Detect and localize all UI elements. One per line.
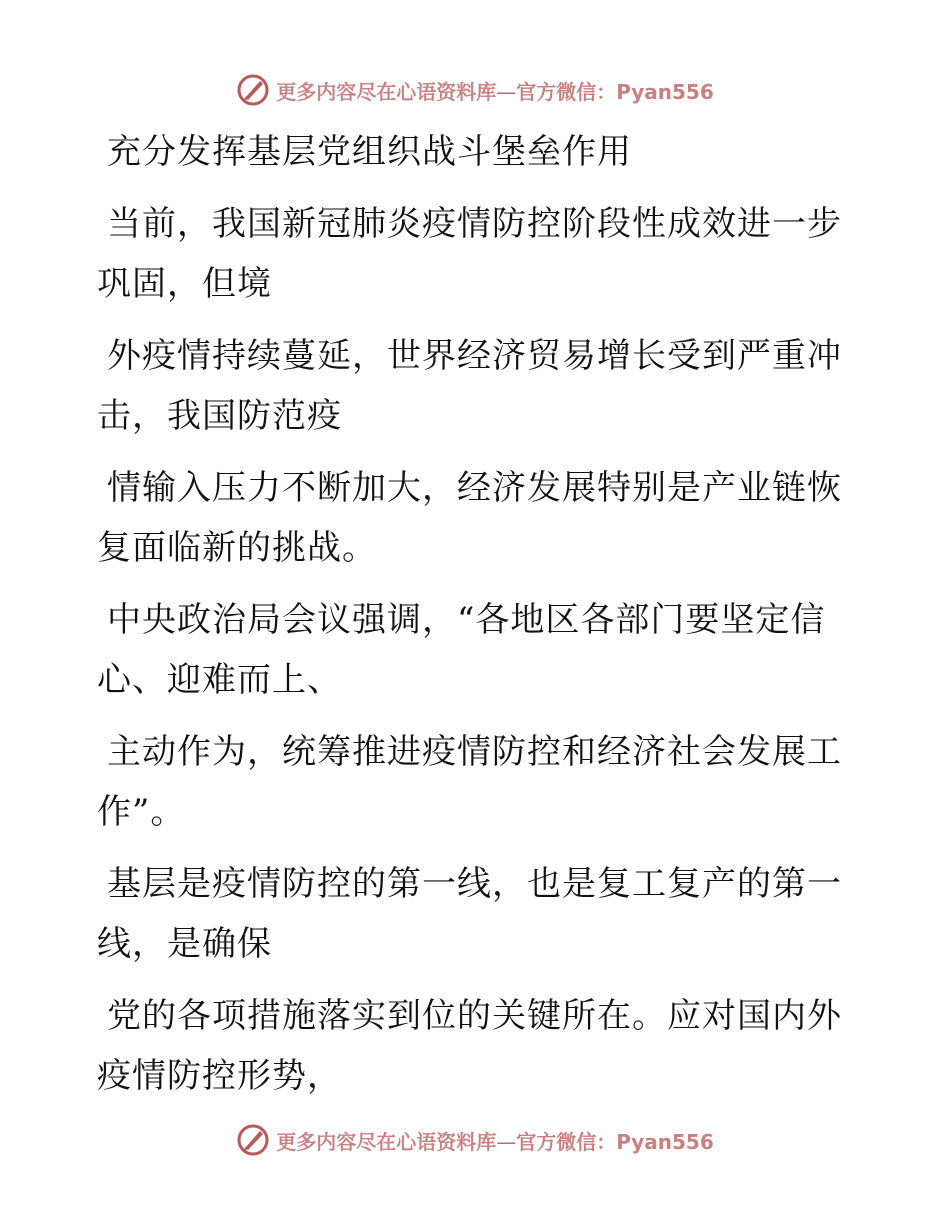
banner-slogan: 更多内容尽在心语资料库: [276, 1129, 497, 1154]
paragraph-line: 基层是疫情防控的第一线，也是复工复产的第一: [107, 864, 842, 904]
paragraph-line: 外疫情持续蔓延，世界经济贸易增长受到严重冲: [107, 336, 842, 376]
quill-seal-icon: [236, 1123, 270, 1157]
document-title: 充分发挥基层党组织战斗堡垒作用: [107, 132, 632, 172]
banner-separator: —: [496, 1129, 517, 1154]
paragraph: [97, 194, 842, 314]
paragraph-line: 当前，我国新冠肺炎疫情防控阶段性成效进一步: [107, 204, 842, 244]
paragraph: [97, 458, 842, 578]
paragraph-line: 复面临新的挑战。: [97, 528, 377, 568]
quill-seal-icon: [236, 73, 270, 107]
banner-wechat: 官方微信：Pyan556: [516, 1129, 714, 1154]
document-body: [97, 122, 842, 1118]
paragraph-line: 击，我国防范疫: [97, 396, 342, 436]
paragraph-line: 巩固，但境: [97, 264, 272, 304]
paragraph: [97, 854, 842, 974]
banner-slogan: 更多内容尽在心语资料库: [276, 79, 497, 104]
header-watermark-banner: [0, 70, 950, 110]
paragraph: [97, 590, 827, 710]
paragraph-line: 情输入压力不断加大，经济发展特别是产业链恢: [107, 468, 842, 508]
paragraph-line: 中央政治局会议强调，“各地区各部门要坚定信: [107, 600, 826, 640]
banner-wechat: 官方微信：Pyan556: [516, 79, 714, 104]
banner-text: [276, 76, 714, 105]
banner-separator: —: [496, 79, 517, 104]
paragraph: [97, 326, 842, 446]
footer-watermark-banner: [0, 1120, 950, 1160]
paragraph-line: 主动作为，统筹推进疫情防控和经济社会发展工: [107, 732, 842, 772]
paragraph-line: 党的各项措施落实到位的关键所在。应对国内外: [107, 996, 842, 1036]
paragraph: [97, 986, 842, 1106]
paragraph-line: 疫情防控形势，: [97, 1056, 342, 1096]
paragraph: [97, 722, 842, 842]
paragraph-line: 心、迎难而上、: [97, 660, 342, 700]
paragraph-line: 线，是确保: [97, 924, 272, 964]
paragraph: [97, 122, 827, 182]
paragraph-line: 作”。: [97, 792, 186, 832]
banner-text: [276, 1126, 714, 1155]
